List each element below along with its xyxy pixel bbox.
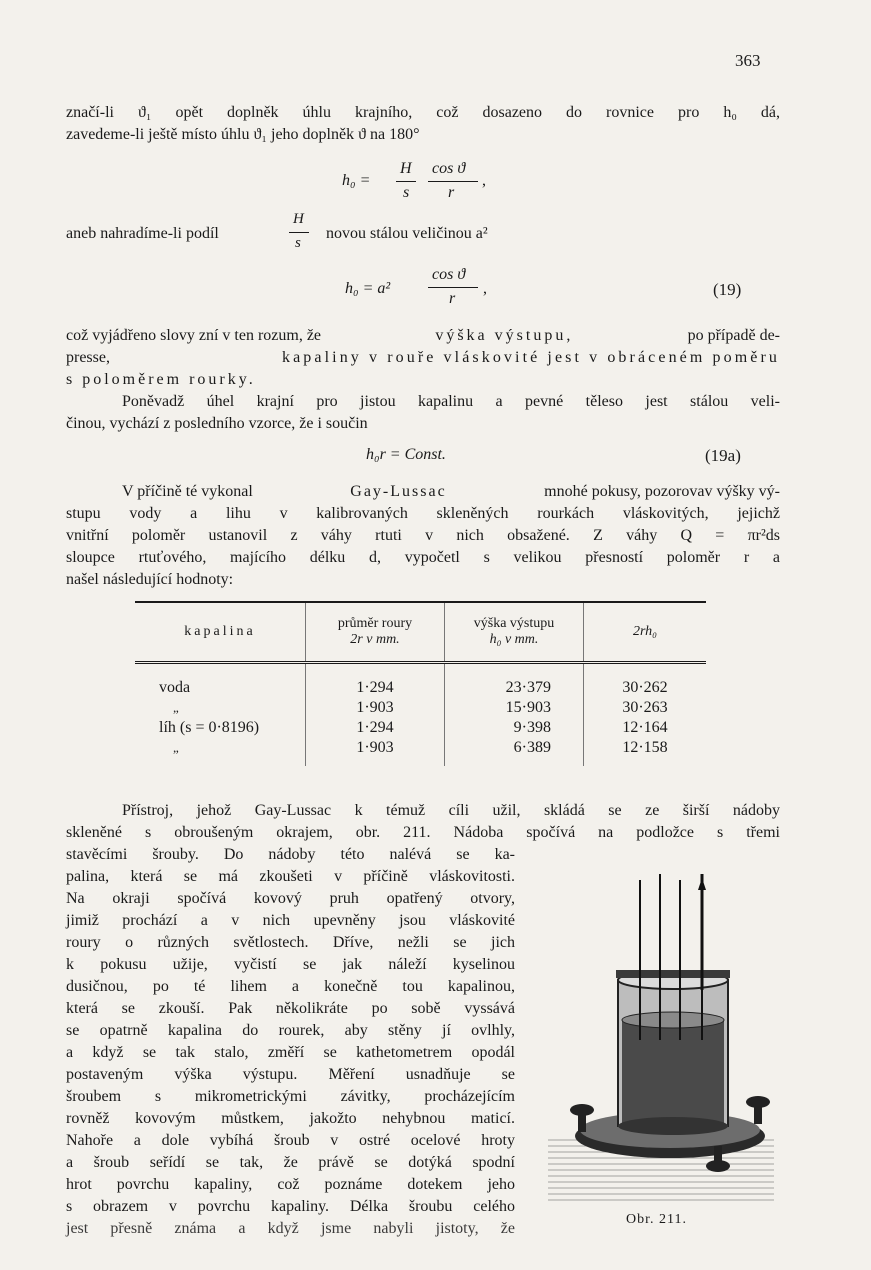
- text-line: postaveným výška výstupu. Měření usnadňuje se: [66, 1066, 515, 1083]
- equation-number: (19a): [705, 446, 741, 465]
- text-line: s obrazem v povrchu kapaliny. Délka šroubu celého: [66, 1198, 515, 1215]
- text-line: zavedeme-li ještě místo úhlu ϑ₁ jeho doplněk ϑ na 180°: [66, 126, 420, 143]
- header-product: 2rh₀: [584, 602, 707, 663]
- table-cell: 12·158: [622, 739, 668, 756]
- column-height: [445, 663, 584, 767]
- emphasis-text: kapaliny v rouře vláskovité jest v obráceném poměru: [282, 349, 780, 366]
- fraction-bar: [396, 181, 416, 182]
- table-cell: 1·903: [356, 699, 394, 716]
- text-span: presse,: [66, 349, 110, 366]
- text-line: jimiž prochází a v nich upevněny jsou vláskovité: [66, 912, 515, 929]
- header-height: [445, 602, 584, 663]
- emphasis-name: Gay-Lussac: [350, 483, 447, 500]
- text-span: V příčině té vykonal: [122, 483, 253, 500]
- text-line: šroubem s mikrometrickými závitky, procházejícím: [66, 1088, 515, 1105]
- text-line: [66, 326, 780, 346]
- text-line: dusičnou, po té lihem a konečně tou kapalinou,: [66, 978, 515, 995]
- eq19-den: r: [449, 290, 456, 307]
- text-line: se opatrně kapalina do rourek, aby stěny jí ovlhly,: [66, 1022, 515, 1039]
- text-span: což vyjádřeno slovy zní v ten rozum, že: [66, 327, 322, 344]
- table-header-row: [135, 602, 706, 663]
- header-unit: 2r v mm.: [350, 632, 400, 647]
- table-cell: 30·263: [622, 699, 668, 716]
- table-cell: líh (s = 0·8196): [159, 719, 260, 736]
- header-diameter: [306, 602, 445, 663]
- eq1-num2: cos ϑ: [432, 160, 466, 177]
- eq19-num: cos ϑ: [432, 266, 466, 283]
- table-cell: 1·294: [356, 719, 394, 736]
- text-line: Přístroj, jehož Gay-Lussac k témuž cíli užil, skládá se ze širší nádoby: [122, 802, 780, 819]
- text-line: našel následující hodnoty:: [66, 571, 234, 588]
- apparatus-illustration: [548, 870, 774, 1208]
- equation-number: (19): [713, 280, 742, 299]
- text-line: jest přesně známa a když jsme nabyli jistoty, že: [66, 1220, 515, 1237]
- column-kapalina: [135, 663, 306, 767]
- text-line: hrot povrchu kapaliny, což poznáme dotekem jeho: [66, 1176, 515, 1193]
- fraction-bar: [289, 232, 309, 233]
- table-body: [135, 663, 706, 767]
- eq1-lhs: h₀ =: [342, 172, 371, 189]
- aneb-frac-den: s: [295, 235, 301, 251]
- header-unit: h₀ v mm.: [489, 632, 539, 647]
- text-line: činou, vychází z posledního vzorce, že i součin: [66, 415, 368, 432]
- text-line: Na okraji spočívá kovový pruh opatřený otvory,: [66, 890, 515, 907]
- fraction-bar: [428, 287, 478, 288]
- table-cell: voda: [159, 679, 191, 696]
- figure-caption: Obr. 211.: [626, 1212, 687, 1227]
- eq19-lhs: h₀ = a²: [345, 280, 391, 297]
- text-line: Poněvadž úhel krajní pro jistou kapalinu a pevné těleso jest stálou veli-: [122, 393, 780, 410]
- table-cell: 9·398: [513, 719, 551, 736]
- column-product: [584, 663, 707, 767]
- text-line: rovněž kovovým můstkem, jakožto nehybnou maticí.: [66, 1110, 515, 1127]
- text-line: stavěcími šrouby. Do nádoby této nalévá se ka-: [66, 846, 515, 863]
- text-line: vnitřní poloměr ustanovil z váhy rtuti v nich obsažené. Z váhy Q = πr²ds: [66, 527, 780, 544]
- text-line: skleněné s obroušeným okrajem, obr. 211. Nádoba spočívá na podložce s třemi: [66, 824, 780, 841]
- text-line: která se zkouší. Pak několikráte po sobě vyssává: [66, 1000, 515, 1017]
- text-line: [66, 348, 780, 368]
- table-cell: 30·262: [622, 679, 668, 696]
- text-line: značí-li ϑ₁ opět doplněk úhlu krajního, což dosazeno do rovnice pro h₀ dá,: [66, 104, 780, 121]
- aneb-text-after: novou stálou veličinou a²: [326, 225, 488, 242]
- eq19a-expr: h₀r = Const.: [366, 446, 446, 463]
- emphasis-text: s poloměrem rourky.: [66, 371, 256, 388]
- table-cell: 12·164: [622, 719, 668, 736]
- aneb-frac-num: H: [293, 211, 304, 227]
- table-cell: 6·389: [513, 739, 551, 756]
- results-table: [135, 601, 706, 766]
- eq1-den1: s: [403, 184, 410, 201]
- aneb-text-before: aneb nahradíme-li podíl: [66, 225, 219, 242]
- eq19-tail: ,: [483, 280, 487, 297]
- header-kapalina: kapalina: [135, 602, 306, 663]
- text-line: roury o různých světlostech. Dříve, nežli se jich: [66, 934, 515, 951]
- table-cell: 15·903: [505, 699, 551, 716]
- text-line: a šroub seřídí se tak, že právě se dotýká spodní: [66, 1154, 515, 1171]
- table-cell: 23·379: [505, 679, 551, 696]
- text-span: po případě de-: [687, 327, 780, 344]
- page-number: 363: [735, 51, 761, 70]
- text-line: a když se tak stalo, změří se kathetometrem opodál: [66, 1044, 515, 1061]
- header-line: průměr roury: [337, 616, 413, 631]
- fraction-bar: [428, 181, 478, 182]
- table-cell: „: [173, 700, 179, 715]
- table-cell: „: [173, 740, 179, 755]
- text-line: [122, 482, 780, 502]
- text-line: sloupce rtuťového, majícího délku d, vypočetl s velikou přesností poloměr r a: [66, 549, 780, 566]
- text-line: stupu vody a lihu v kalibrovaných skleněných rourkách vláskovitých, jejichž: [66, 505, 780, 522]
- eq1-tail: ,: [482, 172, 486, 189]
- column-diameter: [306, 663, 445, 767]
- text-span: mnohé pokusy, pozorovav výšky vý-: [544, 483, 780, 500]
- text-line: Nahoře a dole vybíhá šroub v ostré ocelové hroty: [66, 1132, 515, 1149]
- header-line: výška výstupu: [473, 616, 555, 631]
- text-line: palina, která se má zkoušeti v příčině vláskovitosti.: [66, 868, 515, 885]
- eq1-den2: r: [448, 184, 455, 201]
- eq1-num1: H: [400, 160, 412, 177]
- text-line: k pokusu užije, vyčistí se jak náleží kyselinou: [66, 956, 515, 973]
- emphasis-text: výška výstupu,: [435, 327, 574, 344]
- table-cell: 1·294: [356, 679, 394, 696]
- table-cell: 1·903: [356, 739, 394, 756]
